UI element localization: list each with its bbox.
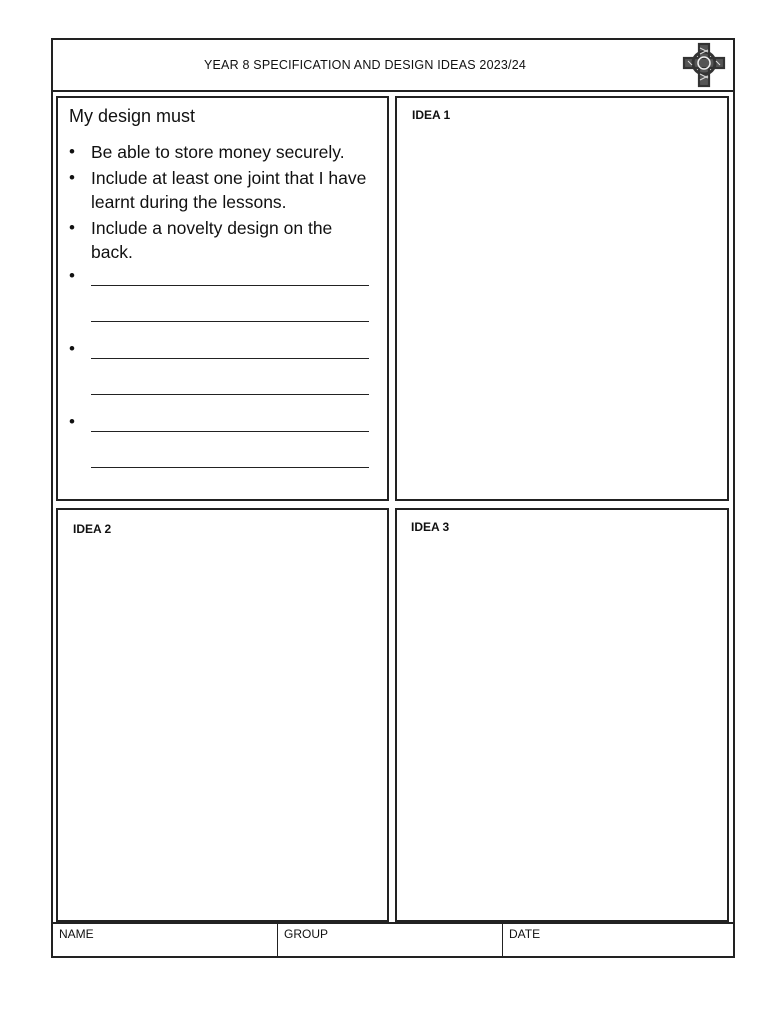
- spec-item-text: Include at least one joint that I have learnt during the lessons.: [91, 168, 367, 212]
- list-item: [69, 140, 374, 164]
- blank-spec-item[interactable]: [69, 412, 374, 472]
- page-title: YEAR 8 SPECIFICATION AND DESIGN IDEAS 2023/24: [203, 58, 527, 72]
- blank-spec-item[interactable]: [69, 339, 374, 399]
- bullet-icon: •: [69, 412, 75, 431]
- name-field[interactable]: [53, 924, 277, 958]
- footer: [53, 922, 733, 956]
- spec-item-text: Be able to store money securely.: [91, 142, 345, 162]
- worksheet: [51, 38, 735, 958]
- spec-item-text: Include a novelty design on the back.: [91, 218, 333, 262]
- write-line[interactable]: [91, 467, 369, 468]
- bullet-icon: •: [69, 218, 75, 237]
- bullet-icon: •: [69, 142, 75, 161]
- idea-3-panel[interactable]: [395, 508, 729, 922]
- celtic-cross-icon: [681, 42, 727, 88]
- name-label: NAME: [59, 927, 94, 941]
- specification-panel: [56, 96, 389, 501]
- blank-spec-item[interactable]: [69, 266, 374, 326]
- list-item: [69, 166, 374, 214]
- write-line[interactable]: [91, 285, 369, 286]
- write-line[interactable]: [91, 431, 369, 432]
- group-field[interactable]: [277, 924, 502, 958]
- list-item: [69, 216, 374, 264]
- write-line[interactable]: [91, 358, 369, 359]
- write-line[interactable]: [91, 394, 369, 395]
- bullet-icon: •: [69, 168, 75, 187]
- date-field[interactable]: [502, 924, 733, 958]
- spec-list: [69, 140, 374, 266]
- bullet-icon: •: [69, 266, 75, 285]
- bullet-icon: •: [69, 339, 75, 358]
- spec-heading: My design must: [69, 106, 196, 126]
- idea-1-label: IDEA 1: [412, 108, 451, 122]
- idea-2-label: IDEA 2: [73, 522, 112, 536]
- idea-3-label: IDEA 3: [411, 520, 450, 534]
- header: [53, 40, 733, 92]
- group-label: GROUP: [284, 927, 329, 941]
- idea-1-panel[interactable]: [395, 96, 729, 501]
- idea-2-panel[interactable]: [56, 508, 389, 922]
- write-line[interactable]: [91, 321, 369, 322]
- date-label: DATE: [509, 927, 541, 941]
